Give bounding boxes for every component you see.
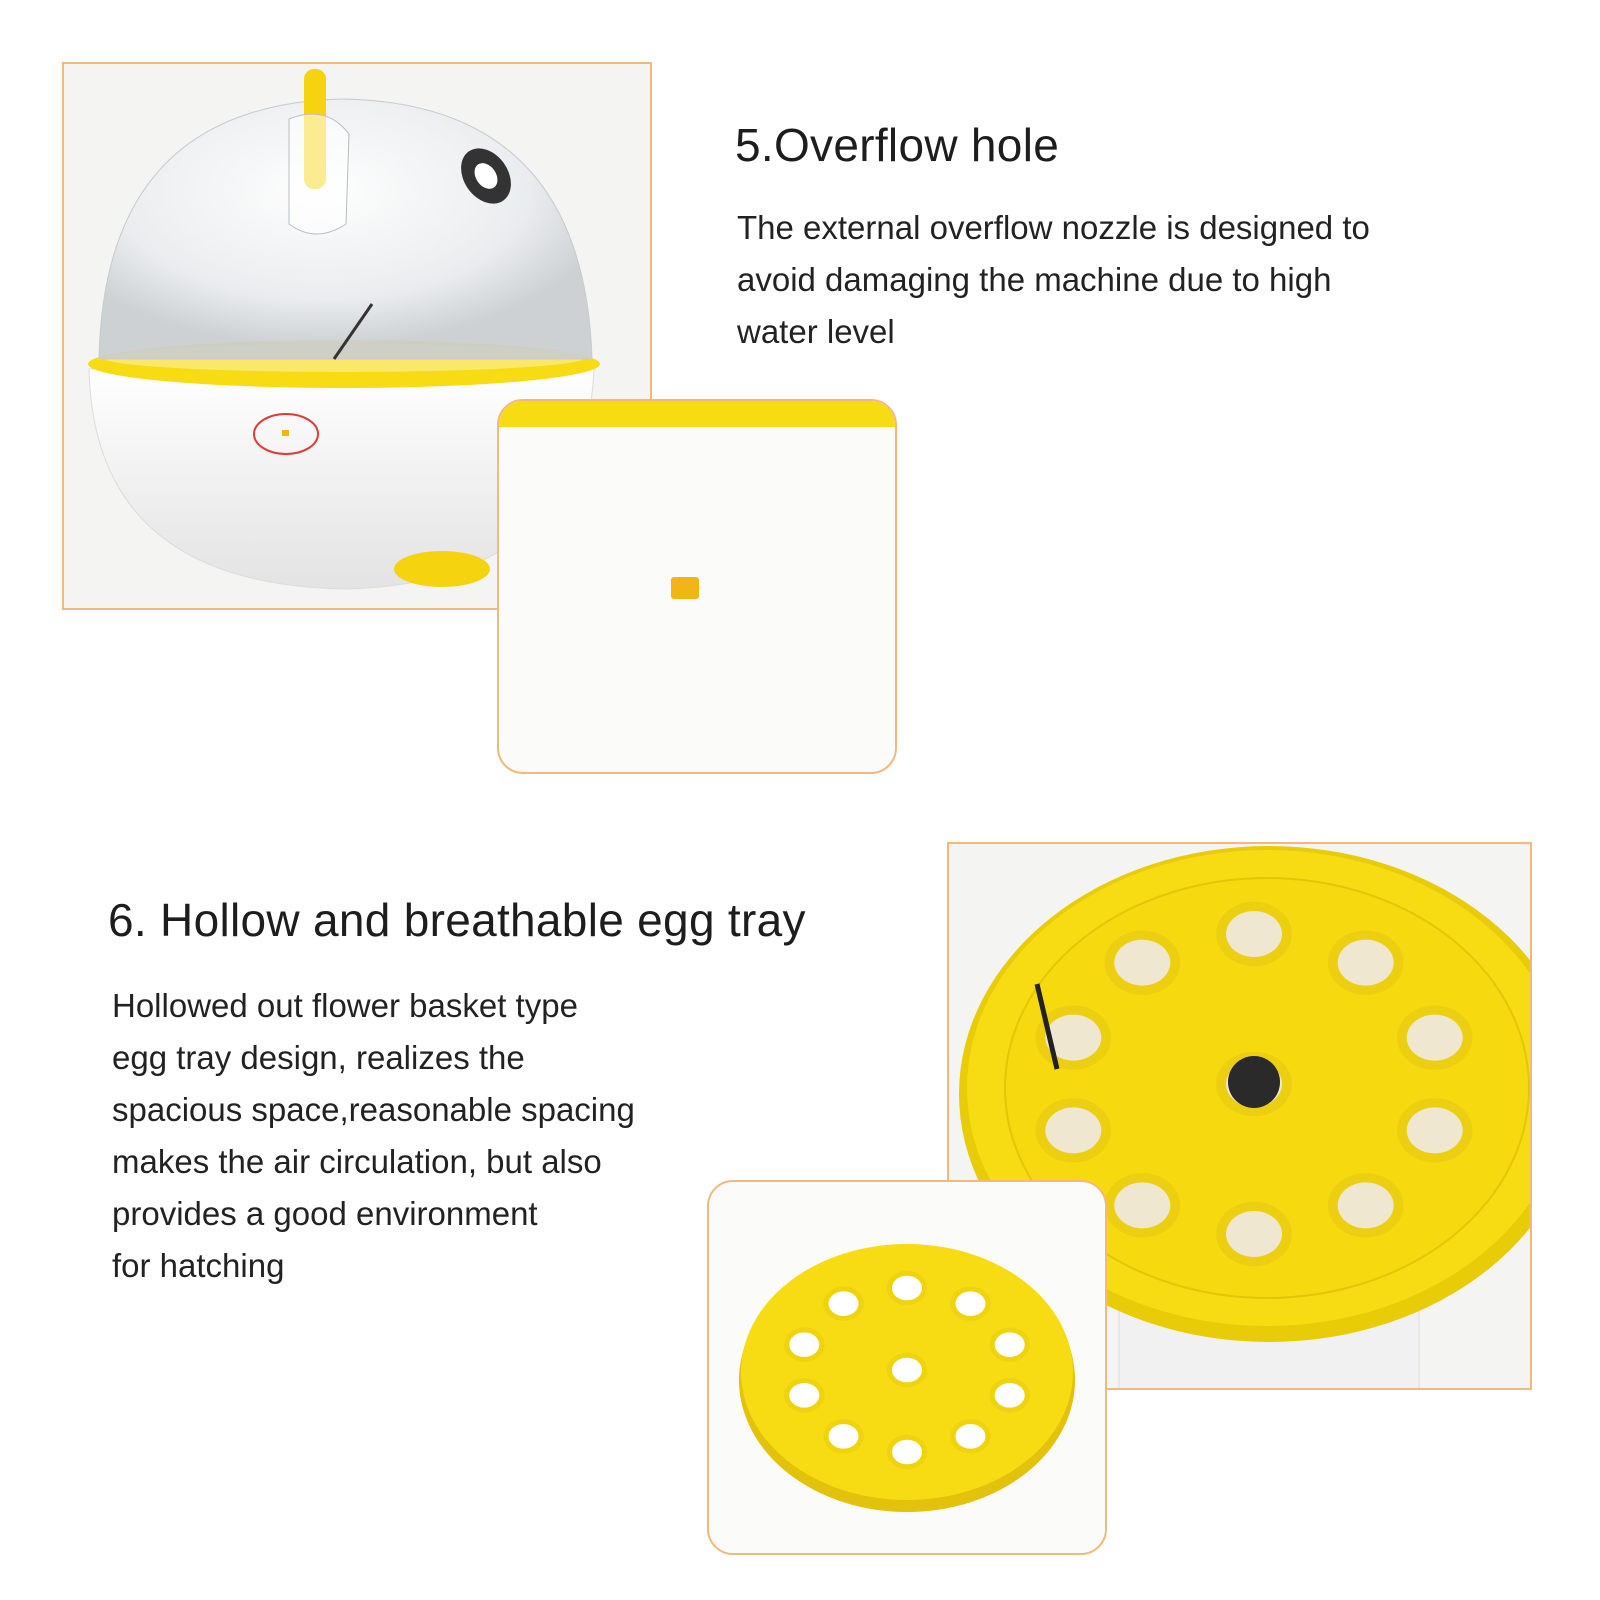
egg-cup-hole bbox=[1226, 911, 1282, 957]
section5-title: 5.Overflow hole bbox=[735, 119, 1060, 171]
egg-cup-hole bbox=[995, 1383, 1025, 1408]
egg-cup-hole bbox=[829, 1291, 859, 1316]
overflow-hole-closeup bbox=[497, 399, 897, 774]
description-line: for hatching bbox=[112, 1247, 285, 1284]
overflow-hole-marker bbox=[282, 430, 289, 436]
description-line: provides a good environment bbox=[112, 1195, 538, 1232]
section6-description bbox=[112, 980, 635, 1292]
egg-cup-hole bbox=[1114, 1182, 1170, 1228]
egg-cup-hole bbox=[892, 1358, 922, 1383]
closeup-overflow-hole bbox=[671, 577, 699, 599]
egg-cup-hole bbox=[789, 1383, 819, 1408]
section6-title: 6. Hollow and breathable egg tray bbox=[108, 894, 806, 946]
egg-cup-hole bbox=[1407, 1107, 1463, 1153]
closeup-yellow-edge bbox=[499, 401, 895, 427]
section5-description bbox=[737, 202, 1370, 358]
egg-cup-hole bbox=[1114, 940, 1170, 986]
egg-cup-hole bbox=[892, 1440, 922, 1465]
egg-cup-hole bbox=[1045, 1107, 1101, 1153]
egg-cup-hole bbox=[1407, 1015, 1463, 1061]
egg-cup-hole bbox=[955, 1291, 985, 1316]
egg-cup-hole bbox=[829, 1424, 859, 1449]
egg-cup-hole bbox=[1226, 1211, 1282, 1257]
description-line: egg tray design, realizes the bbox=[112, 1039, 525, 1076]
egg-cup-hole bbox=[955, 1424, 985, 1449]
description-line: makes the air circulation, but also bbox=[112, 1143, 602, 1180]
description-line: The external overflow nozzle is designed to bbox=[737, 209, 1370, 246]
description-line: Hollowed out flower basket type bbox=[112, 987, 578, 1024]
description-line: water level bbox=[737, 313, 895, 350]
egg-cup-hole bbox=[892, 1276, 922, 1301]
egg-tray-closeup bbox=[707, 1180, 1107, 1555]
description-line: spacious space,reasonable spacing bbox=[112, 1091, 635, 1128]
egg-cup-hole bbox=[789, 1332, 819, 1357]
tray-illustration bbox=[709, 1182, 1105, 1553]
egg-cup-hole bbox=[995, 1332, 1025, 1357]
egg-cup-hole bbox=[1338, 940, 1394, 986]
description-line: avoid damaging the machine due to high bbox=[737, 261, 1332, 298]
egg-cup-hole bbox=[1338, 1182, 1394, 1228]
